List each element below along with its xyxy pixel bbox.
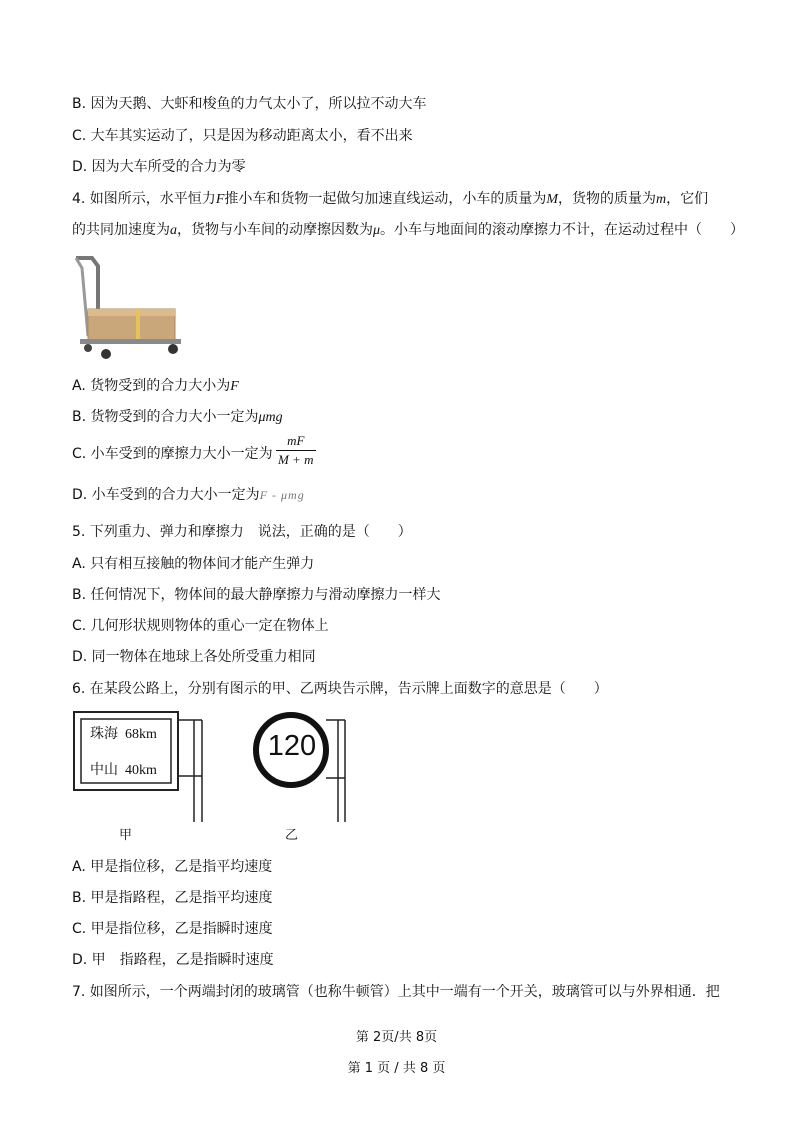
- q6-option-a: A. 甲是指位移，乙是指平均速度: [72, 859, 273, 875]
- sign-jia-line2: 中山 40km: [90, 763, 157, 778]
- fraction-numerator: mF: [287, 433, 305, 448]
- page-number-inner: 第 2页/共 8页: [355, 1030, 438, 1045]
- q6-option-c: C. 甲是指位移，乙是指瞬时速度: [72, 921, 273, 937]
- sign-yi: [250, 712, 350, 824]
- page-number-outer: 第 1 页 / 共 8 页: [347, 1061, 446, 1076]
- q4-option-c-fraction: [276, 433, 316, 468]
- q3-option-d: D. 因为大车所受的合力为零: [72, 159, 246, 175]
- cart-illustration: [70, 252, 185, 362]
- q6-stem: 6. 在某段公路上，分别有图示的甲、乙两块告示牌，告示牌上面数字的意思是（ ）: [72, 681, 608, 697]
- q4-option-c: C. 小车受到的摩擦力大小一定为: [72, 446, 273, 462]
- q3-option-b: B. 因为天鹅、大虾和梭鱼的力气太小了，所以拉不动大车: [72, 96, 427, 112]
- q3-option-c: C. 大车其实运动了，只是因为移动距离太小，看不出来: [72, 128, 413, 144]
- q5-option-c: C. 几何形状规则物体的重心一定在物体上: [72, 618, 329, 634]
- q4-option-a: A. 货物受到的合力大小为F: [72, 378, 239, 394]
- q4-option-b: B. 货物受到的合力大小一定为μmg: [72, 409, 283, 425]
- fraction-denominator: M + m: [278, 452, 314, 467]
- q5-option-a: A. 只有相互接触的物体间才能产生弹力: [72, 556, 315, 572]
- fraction-bar: [276, 450, 316, 451]
- q4-stem-line1: 4. 如图所示，水平恒力F推小车和货物一起做匀加速直线运动，小车的质量为M，货物的质量为m，它们: [72, 191, 709, 207]
- q6-option-b: B. 甲是指路程，乙是指平均速度: [72, 890, 273, 906]
- q7-stem: 7. 如图所示，一个两端封闭的玻璃管（也称牛顿管）上其中一端有一个开关，玻璃管可以与外界相通．把: [72, 984, 720, 1000]
- q5-option-b: B. 任何情况下，物体间的最大静摩擦力与滑动摩擦力一样大: [72, 587, 441, 603]
- q6-option-d: D. 甲 指路程，乙是指瞬时速度: [72, 952, 274, 968]
- sign-jia-label: 甲: [119, 828, 133, 843]
- sign-jia-line1: 珠海 68km: [90, 727, 157, 742]
- sign-yi-label: 乙: [285, 828, 299, 843]
- speed-limit-number: 120: [267, 730, 317, 762]
- q5-stem: 5. 下列重力、弹力和摩擦力 说法，正确的是（ ）: [72, 524, 412, 540]
- q5-option-d: D. 同一物体在地球上各处所受重力相同: [72, 649, 316, 665]
- q4-option-d: D. 小车受到的合力大小一定为F - μmg: [72, 487, 305, 503]
- q4-stem-line2: 的共同加速度为a，货物与小车间的动摩擦因数为μ。小车与地面间的滚动摩擦力不计，在运动过程中（ ）: [72, 222, 745, 238]
